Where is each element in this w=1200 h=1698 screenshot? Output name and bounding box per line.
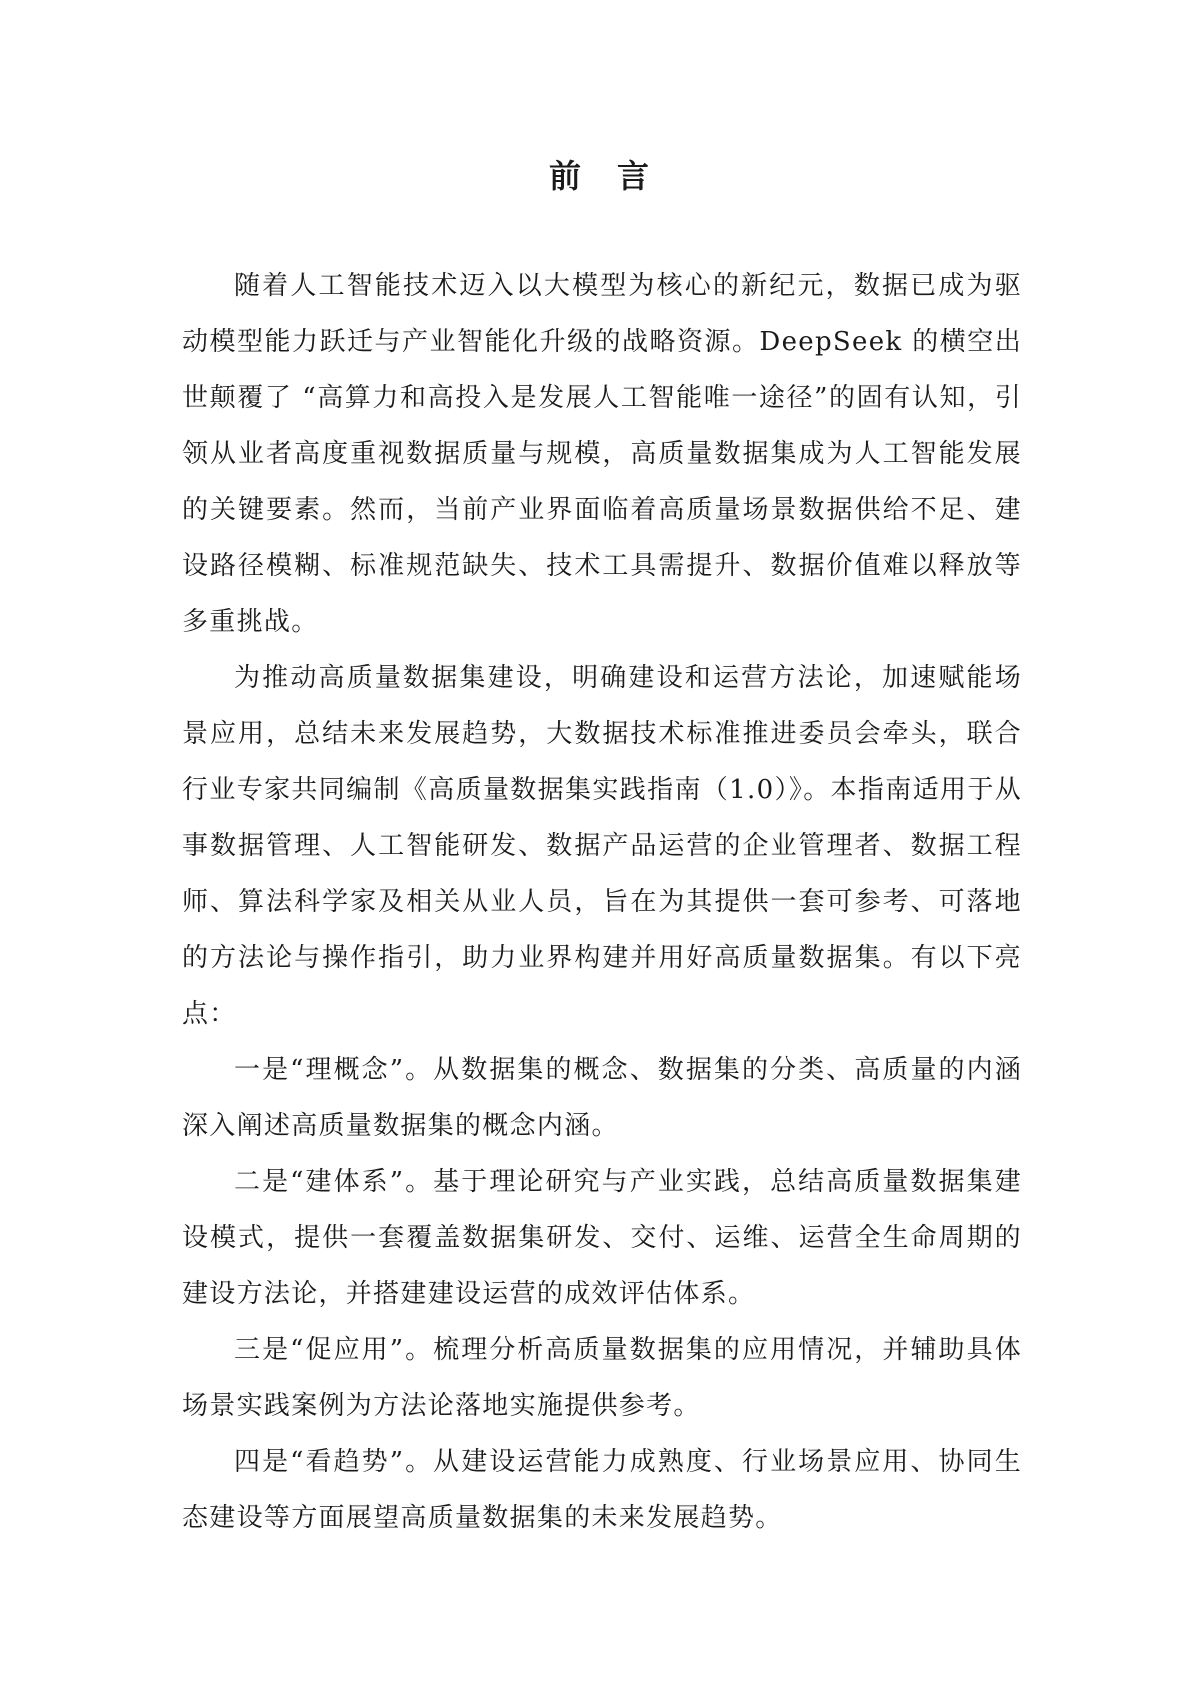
paragraph: 二是“建体系”。基于理论研究与产业实践，总结高质量数据集建设模式，提供一套覆盖数据集研发、交付、运维、运营全生命周期的建设方法论，并搭建建设运营的成效评估体系。: [182, 1167, 1022, 1309]
page-title: 前 言: [548, 157, 651, 195]
paragraph: 为推动高质量数据集建设，明确建设和运营方法论，加速赋能场景应用，总结未来发展趋势，大数据技术标准推进委员会牵头，联合行业专家共同编制《高质量数据集实践指南（1.0）》。本指南适用于从事数据管理、人工智能研发、数据产品运营的企业管理者、数据工程师、算法科学家及相关从业人员，旨在为其提供一套可参考、可落地的方法论与操作指引，助力业界构建并用好高质量数据集。有以下亮点：: [182, 663, 1022, 1029]
paragraph: 一是“理概念”。从数据集的概念、数据集的分类、高质量的内涵深入阐述高质量数据集的概念内涵。: [182, 1055, 1022, 1141]
paragraph: 三是“促应用”。梳理分析高质量数据集的应用情况，并辅助具体场景实践案例为方法论落地实施提供参考。: [182, 1335, 1022, 1421]
document-body: [182, 258, 1022, 1546]
paragraph: 随着人工智能技术迈入以大模型为核心的新纪元，数据已成为驱动模型能力跃迁与产业智能化升级的战略资源。DeepSeek 的横空出世颠覆了 “高算力和高投入是发展人工智能唯一途径”的固有认知，引领从业者高度重视数据质量与规模，高质量数据集成为人工智能发展的关键要素。然而，当前产业界面临着高质量场景数据供给不足、建设路径模糊、标准规范缺失、技术工具需提升、数据价值难以释放等多重挑战。: [182, 271, 1022, 637]
paragraph: 四是“看趋势”。从建设运营能力成熟度、行业场景应用、协同生态建设等方面展望高质量数据集的未来发展趋势。: [182, 1447, 1022, 1533]
